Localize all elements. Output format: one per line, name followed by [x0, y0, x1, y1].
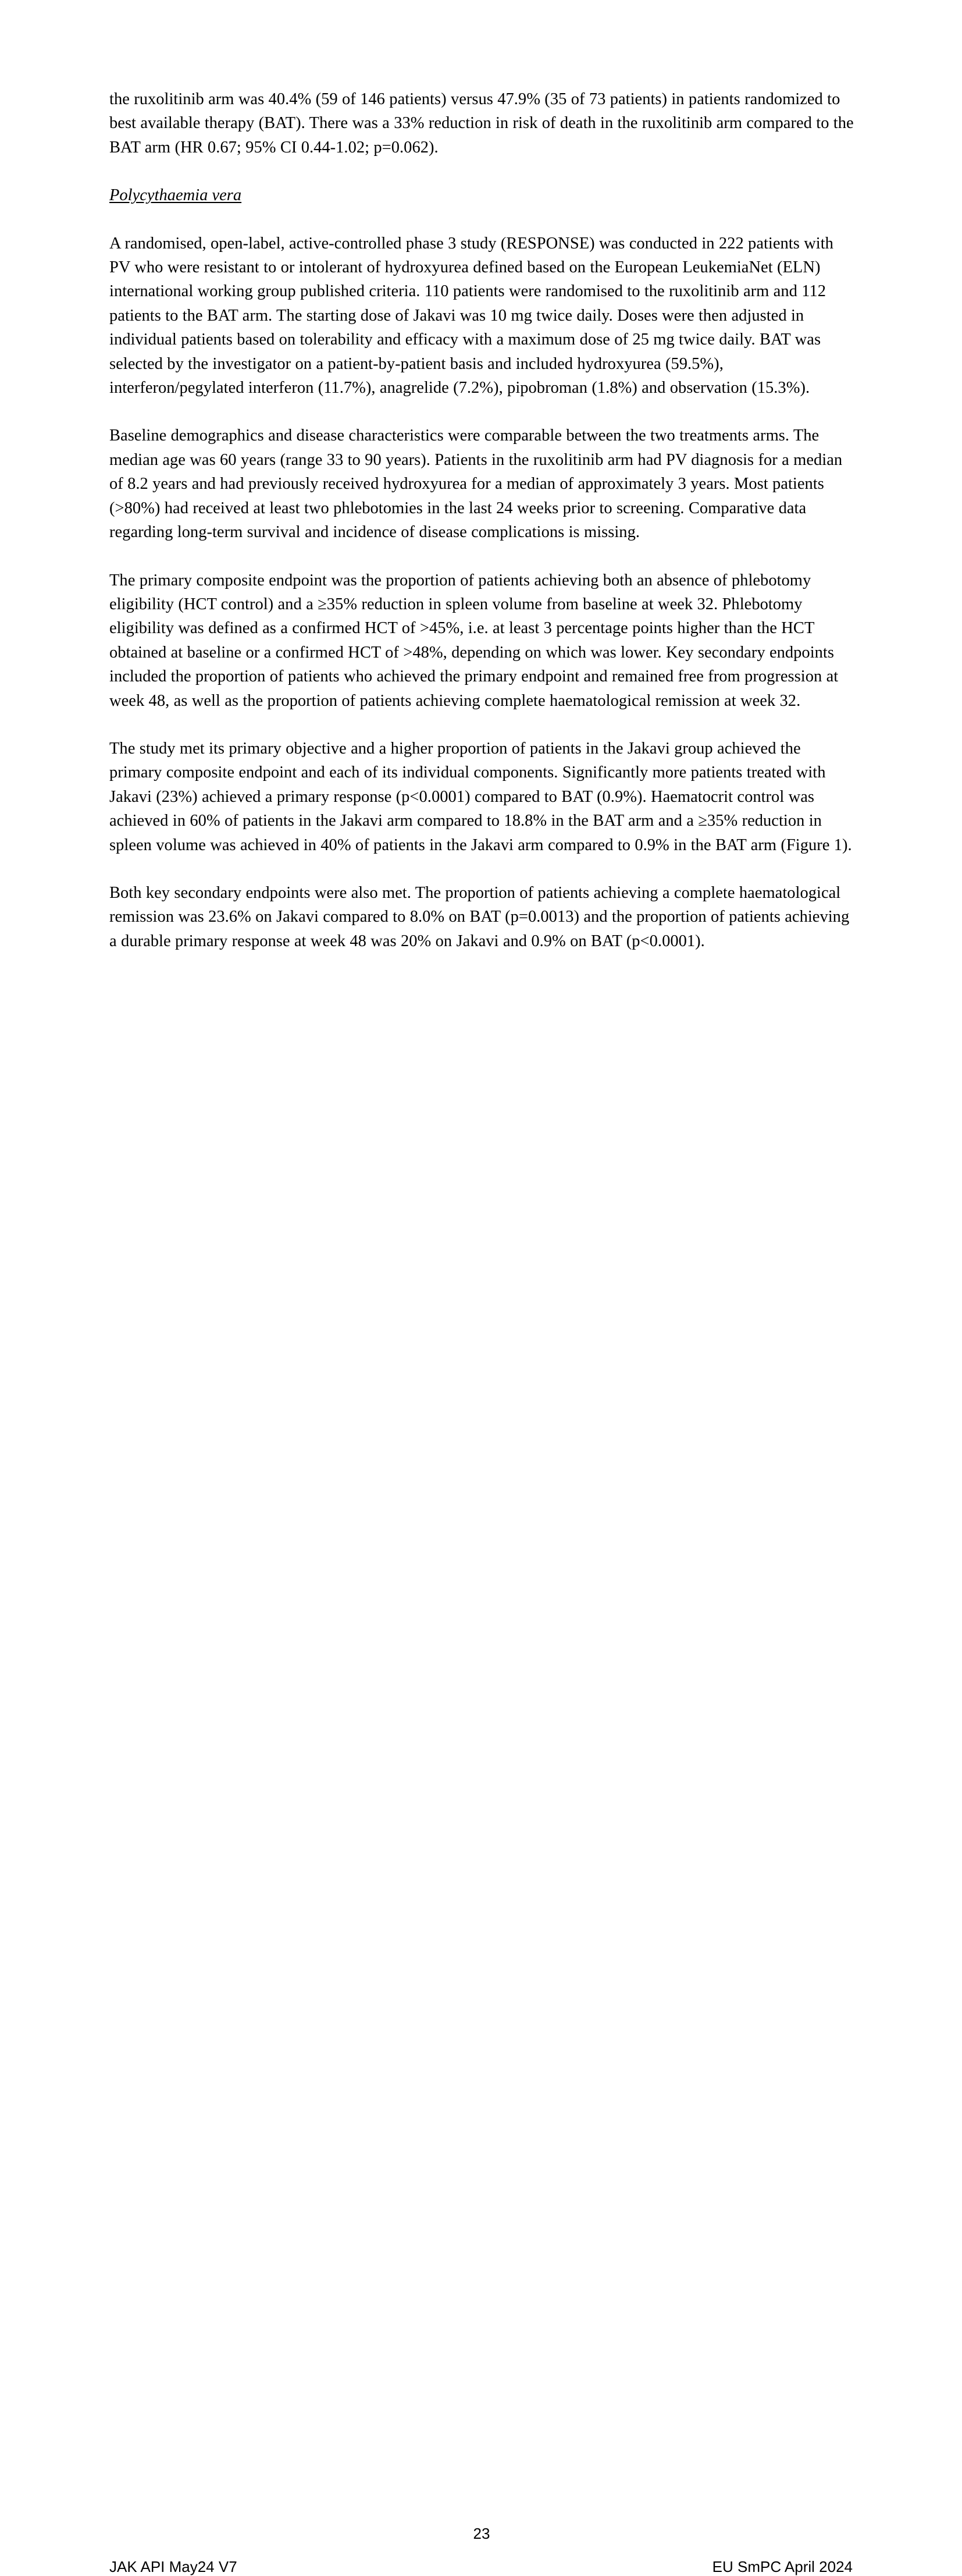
- footer-document-code: JAK API May24 V7: [109, 2558, 237, 2575]
- section-subheading-polycythaemia-vera: Polycythaemia vera: [109, 186, 242, 205]
- footer-source-label: EU SmPC April 2024: [712, 2558, 853, 2575]
- paragraph-baseline-demographics: Baseline demographics and disease characteristics were comparable between the two treatments arms. The median age was 60 years (range 33 to 90 years). Patients in the ruxolitinib arm had PV diagnosis for a median of 8.2 years and had previously received hydroxyurea for a median of approximately 3 years. Most patients (>80%) had received at least two phlebotomies in the last 24 weeks prior to screening. Comparative data regarding long-term survival and incidence of disease complications is missing.: [109, 427, 843, 542]
- page-body: [109, 87, 854, 953]
- footer-row: [109, 2557, 854, 2576]
- paragraph-secondary-endpoints-results: Both key secondary endpoints were also met. The proportion of patients achieving a complete haematological remission was 23.6% on Jakavi compared to 8.0% on BAT (p=0.0013) and the proportion of patients achieving a durable primary response at week 48 was 20% on Jakavi and 0.9% on BAT (p<0.0001).: [109, 883, 850, 950]
- paragraph-response-study-design: A randomised, open-label, active-controlled phase 3 study (RESPONSE) was conducted in 222 patients with PV who were resistant to or intolerant of hydroxyurea defined based on the European LeukemiaNet (ELN) international working group published criteria. 110 patients were randomised to the ruxolitinib arm and 112 patients to the BAT arm. The starting dose of Jakavi was 10 mg twice daily. Doses were then adjusted in individual patients based on tolerability and efficacy with a maximum dose of 25 mg twice daily. BAT was selected by the investigator on a patient-by-patient basis and included hydroxyurea (59.5%), interferon/pegylated interferon (11.7%), anagrelide (7.2%), pipobroman (1.8%) and observation (15.3%).: [109, 234, 833, 397]
- page-number: 23: [473, 2525, 490, 2542]
- paragraph-primary-objective-results: The study met its primary objective and a higher proportion of patients in the Jakavi group achieved the primary composite endpoint and each of its individual components. Significantly more patients treated with Jakavi (23%) achieved a primary response (p<0.0001) compared to BAT (0.9%). Haematocrit control was achieved in 60% of patients in the Jakavi arm compared to 18.8% in the BAT arm and a ≥35% reduction in spleen volume was achieved in 40% of patients in the Jakavi arm compared to 0.9% in the BAT arm (Figure 1).: [109, 739, 852, 854]
- paragraph-primary-composite-endpoint: The primary composite endpoint was the proportion of patients achieving both an absence of phlebotomy eligibility (HCT control) and a ≥35% reduction in spleen volume from baseline at week 32. Phlebotomy eligibility was defined as a confirmed HCT of >45%, i.e. at least 3 percentage points higher than the HCT obtained at baseline or a confirmed HCT of >48%, depending on which was lower. Key secondary endpoints included the proportion of patients who achieved the primary endpoint and remained free from progression at week 48, as well as the proportion of patients achieving complete haematological remission at week 32.: [109, 571, 839, 710]
- paragraph-continuation-myelofibrosis-survival: the ruxolitinib arm was 40.4% (59 of 146 patients) versus 47.9% (35 of 73 patients) in patients randomized to best available therapy (BAT). There was a 33% reduction in risk of death in the ruxolitinib arm compared to the BAT arm (HR 0.67; 95% CI 0.44-1.02; p=0.062).: [109, 90, 854, 157]
